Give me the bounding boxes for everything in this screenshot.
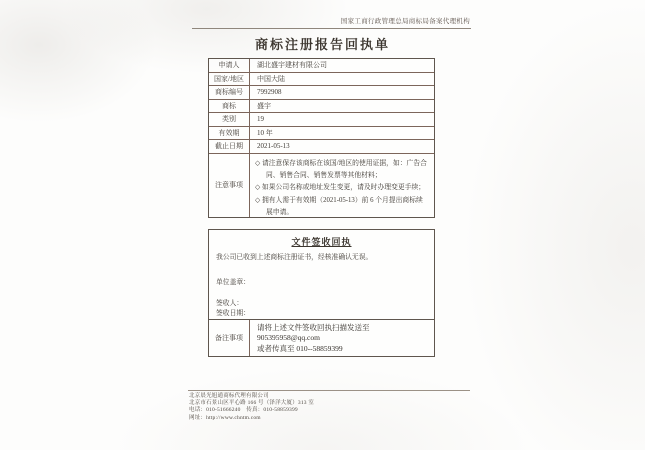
row-value: 中国大陆 <box>257 74 285 83</box>
table-row <box>209 100 434 114</box>
row-value: 7992908 <box>257 88 282 97</box>
footer-company: 北京晨光旭通商标代理有限公司 <box>189 393 269 399</box>
table-row <box>209 86 434 100</box>
row-value: 10 年 <box>257 128 273 137</box>
row-value: 湖北盛宇建材有限公司 <box>257 61 327 70</box>
note-item <box>255 195 428 220</box>
footer-phone-fax: 电话：010-51666240 传真：010-58859399 <box>189 407 298 414</box>
header-agency-text: 国家工商行政管理总局商标局备案代理机构 <box>340 18 470 25</box>
signer-label: 签收人： <box>216 300 244 307</box>
sign-date-label: 签收日期： <box>216 310 250 317</box>
stamp-label: 单位盖章： <box>216 279 250 286</box>
row-label: 申请人 <box>209 59 250 72</box>
footer-address: 北京市石景山区平心路 166 号（泽洋大厦）313 室 <box>189 400 315 407</box>
header-rule <box>192 28 471 29</box>
footer-website: 网址：http://www.chntm.com <box>189 414 261 421</box>
remarks-label: 备注事项 <box>209 320 250 356</box>
notes-content <box>250 154 434 218</box>
diamond-bullet-icon: ◇ <box>255 196 261 204</box>
page-title: 商标注册报告回执单 <box>254 37 390 52</box>
row-label: 类别 <box>209 113 250 126</box>
note-item <box>255 158 428 183</box>
diamond-bullet-icon: ◇ <box>255 184 261 192</box>
table-row <box>209 140 434 154</box>
row-label: 国家/地区 <box>209 73 250 86</box>
table-row <box>209 127 434 141</box>
row-label: 有效期 <box>209 127 250 140</box>
notes-label: 注意事项 <box>209 154 250 218</box>
footer-rule <box>188 390 470 391</box>
row-value: 19 <box>257 115 264 124</box>
remarks-content <box>250 320 434 356</box>
row-label: 商标 <box>209 100 250 113</box>
diamond-bullet-icon: ◇ <box>255 159 261 167</box>
notes-row <box>209 154 434 218</box>
row-label: 截止日期 <box>209 140 250 153</box>
note-text: 请注意保存该商标在该国/地区的使用证据，如：广告合同、销售合同、销售发票等其他材料； <box>261 159 427 179</box>
table-row <box>209 73 434 87</box>
note-text: 如果公司名称或地址发生变更，请及时办理变更手续； <box>261 184 426 192</box>
note-item <box>255 182 428 194</box>
row-label: 商标编号 <box>209 86 250 99</box>
receipt-title: 文件签收回执 <box>291 237 352 247</box>
info-table <box>208 58 435 218</box>
remarks-row <box>208 320 435 357</box>
receipt-statement: 我公司已收到上述商标注册证书，经核准确认无误。 <box>216 254 373 261</box>
row-value: 盛宇 <box>257 101 271 110</box>
table-row <box>209 59 434 73</box>
table-row <box>209 113 434 127</box>
remarks-line-1: 请将上述文件签收回执扫描发送至 905395958@qq.com <box>257 322 370 342</box>
row-value: 2021-05-13 <box>257 142 290 151</box>
remarks-line-2: 或者传真至 010--58859399 <box>257 344 343 354</box>
note-text: 拥有人需于有效期（2021-05-13）前 6 个月提出商标续展申请。 <box>261 196 423 217</box>
footer <box>189 393 314 422</box>
receipt-box <box>208 229 435 320</box>
